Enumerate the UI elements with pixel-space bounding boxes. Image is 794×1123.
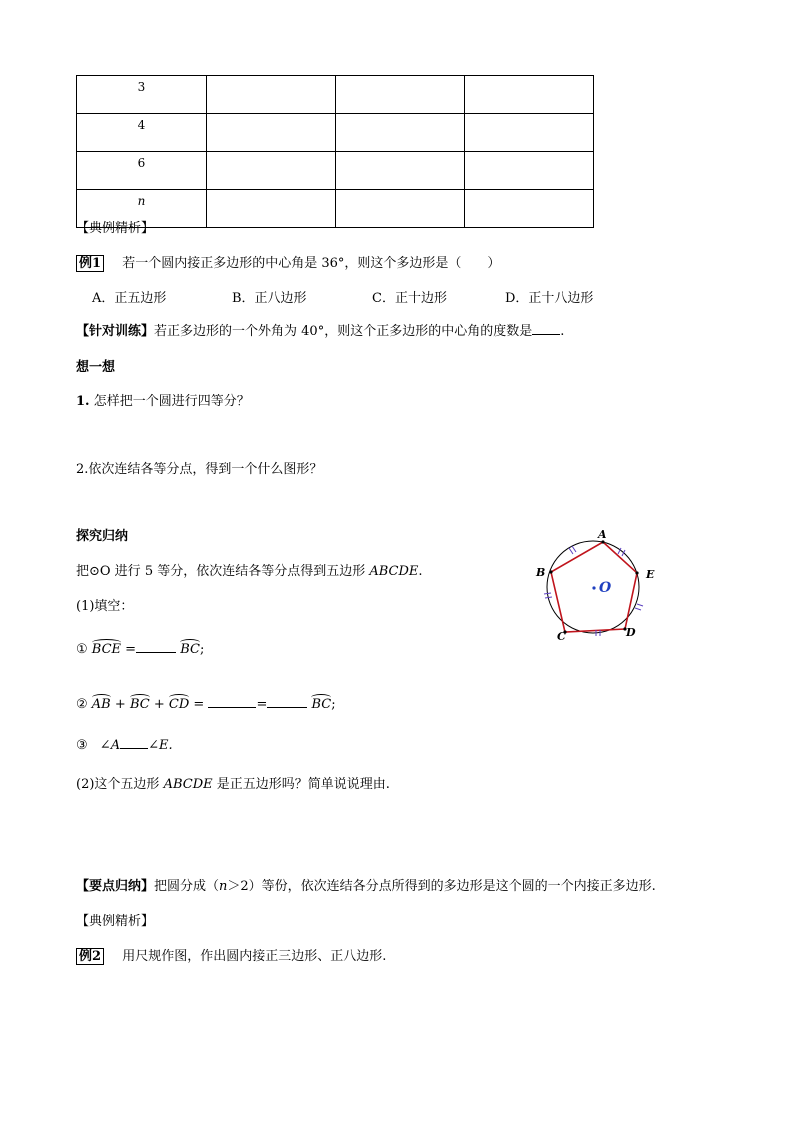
table-cell [336, 152, 465, 190]
vertex-label-b: B [536, 566, 546, 579]
table-cell: 3 [77, 76, 207, 114]
training-text: 若正多边形的一个外角为 40°，则这个正多边形的中心角的度数是 [154, 324, 533, 339]
table-cell [207, 76, 336, 114]
pentagon-name: ABCDE [369, 564, 419, 579]
table-cell [465, 114, 594, 152]
option-c: C．正十边形 [372, 291, 447, 306]
table-cell [465, 190, 594, 228]
fill-item-2 [76, 697, 336, 712]
think-title: 想一想 [76, 360, 116, 375]
arc-label: BCE [91, 642, 122, 657]
example-tag: 例1 [76, 255, 104, 272]
example-text: 若一个圆内接正多边形的中心角是 36°，则这个多边形是（ ） [122, 256, 501, 271]
answer-blank [120, 748, 148, 749]
table-cell: 4 [77, 114, 207, 152]
arc-label: BC [311, 697, 332, 712]
example2-question [76, 945, 386, 964]
table-cell: 6 [77, 152, 207, 190]
key-point-text: ＞2）等份，依次连结各分点所得到的多边形是这个圆的一个内接正多边形. [227, 879, 656, 894]
table-cell [207, 114, 336, 152]
vertex-label-a: A [598, 528, 607, 541]
vertex-label-d: D [626, 626, 636, 639]
item-number: ① [76, 642, 88, 657]
equals: = [125, 642, 137, 657]
example1-question [76, 252, 500, 271]
arc-label: BC [129, 697, 150, 712]
equal-arc-ticks [544, 546, 643, 636]
fill-label: (1)填空： [76, 599, 134, 614]
vertex-label-c: C [557, 630, 566, 643]
table-cell [465, 152, 594, 190]
table-cell [336, 190, 465, 228]
think-q2: 2.依次连结各等分点，得到一个什么图形？ [76, 462, 323, 477]
polygon-table [76, 75, 594, 228]
explore-intro [76, 560, 423, 579]
equals: = [256, 697, 268, 712]
key-point [76, 875, 656, 894]
period: . [560, 324, 565, 339]
arc-label: BC [180, 642, 200, 657]
variable-n: n [219, 879, 228, 894]
think-q1 [76, 390, 250, 409]
item-number: ② [76, 697, 88, 712]
vertex-point [549, 570, 552, 573]
plus: + [153, 697, 165, 712]
fill-item-1 [76, 642, 204, 657]
intro-text: 把⊙O 进行 5 等分，依次连结各等分点得到五边形 [76, 564, 366, 579]
section-header: 【典例精析】 [76, 914, 155, 929]
option-a: A．正五边形 [92, 291, 167, 306]
semicolon: ; [199, 642, 205, 657]
center-label-o: O [599, 580, 612, 596]
angle-label: ∠A [99, 738, 121, 753]
question-number: 1. [76, 394, 90, 409]
training-question [76, 320, 564, 339]
question-text: 是正五边形吗？简单说说理由. [216, 777, 390, 792]
angle-label: ∠E. [148, 738, 173, 753]
arc-label: CD [168, 697, 190, 712]
answer-blank [267, 707, 307, 708]
key-point-tag: 【要点归纳】 [76, 879, 155, 894]
question-text: (2)这个五边形 [76, 777, 160, 792]
table-row [77, 152, 594, 190]
pentagon-name: ABCDE [163, 777, 213, 792]
explore-q2 [76, 773, 390, 792]
table-row [77, 76, 594, 114]
key-point-text: 把圆分成（ [154, 879, 220, 894]
training-tag: 【针对训练】 [76, 324, 155, 339]
question-text: 怎样把一个圆进行四等分？ [93, 394, 250, 409]
vertex-point [635, 571, 638, 574]
fill-item-3 [76, 738, 173, 753]
example-text: 用尺规作图，作出圆内接正三边形、正八边形. [122, 949, 387, 964]
pentagon-diagram [524, 528, 664, 646]
table-cell: n [77, 190, 207, 228]
center-point [592, 586, 595, 589]
table-cell [336, 76, 465, 114]
table-cell [207, 152, 336, 190]
arc-label: AB [91, 697, 111, 712]
answer-blank [136, 652, 176, 653]
option-b: B．正八边形 [232, 291, 307, 306]
plus: + [114, 697, 126, 712]
example-tag: 例2 [76, 948, 104, 965]
table-row [77, 114, 594, 152]
table-row [77, 190, 594, 228]
answer-blank [532, 334, 560, 335]
equals: = [193, 697, 205, 712]
vertex-label-e: E [646, 568, 655, 581]
answer-blank [208, 707, 256, 708]
table-cell [207, 190, 336, 228]
period: . [418, 564, 423, 579]
table-cell [336, 114, 465, 152]
example1-options [92, 287, 593, 306]
section-header: 【典例精析】 [76, 221, 155, 236]
explore-title: 探究归纳 [76, 529, 129, 544]
option-d: D．正十八边形 [505, 291, 594, 306]
semicolon: ; [331, 697, 336, 712]
item-number: ③ [76, 738, 88, 753]
table-cell [465, 76, 594, 114]
